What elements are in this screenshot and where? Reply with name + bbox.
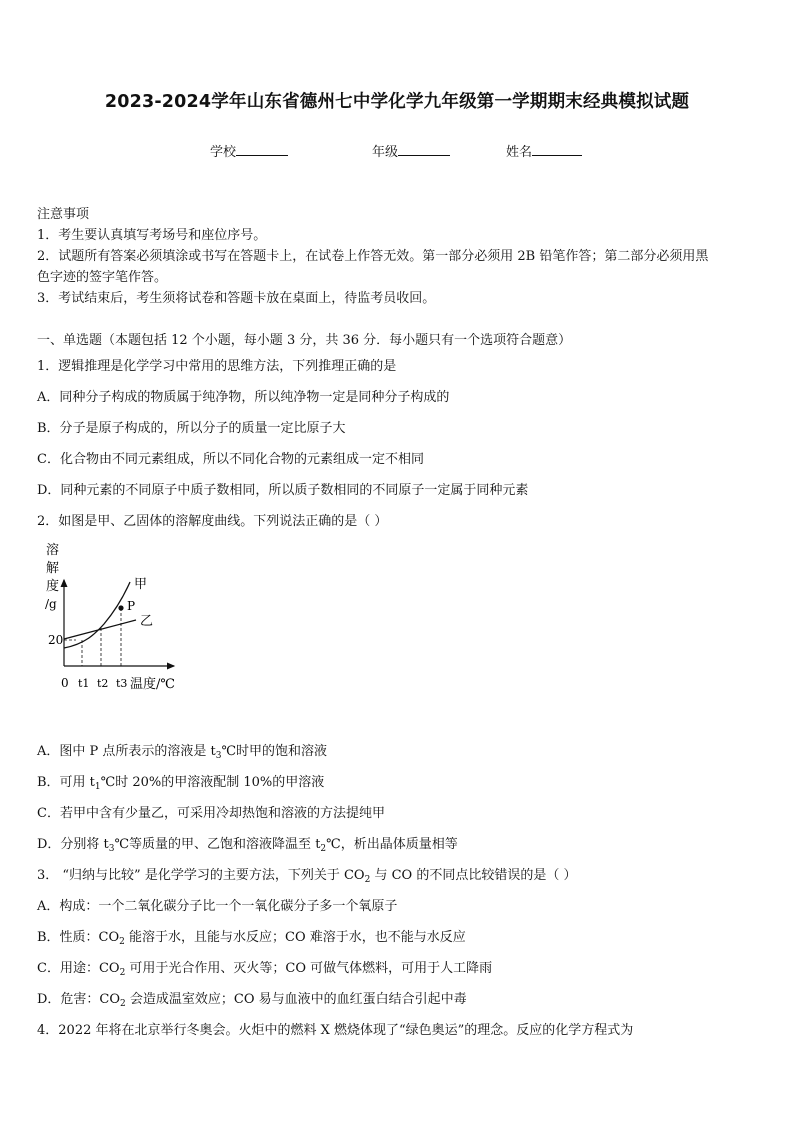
question-3-option-c xyxy=(37,957,492,978)
notice-item: 1．考生要认真填写考场号和座位序号。 xyxy=(37,228,267,243)
option-text: ℃时 20%的甲溶液配制 10%的甲溶液 xyxy=(100,775,325,790)
question-2-stem: 2．如图是甲、乙固体的溶解度曲线。下列说法正确的是（ ） xyxy=(37,514,388,529)
y-tick-label: 20 xyxy=(48,633,64,647)
notice-item: 3．考试结束后，考生须将试卷和答题卡放在桌面上，待监考员收回。 xyxy=(37,291,436,306)
option-text: ℃，析出晶体质量相等 xyxy=(326,837,458,852)
x-origin-label: 0 xyxy=(61,676,69,690)
x-tick-label: t2 xyxy=(97,677,109,690)
y-axis-label-char: 溶 xyxy=(46,543,60,558)
question-2-option-b xyxy=(37,771,324,792)
series-yi-line xyxy=(64,620,136,639)
grade-label: 年级 xyxy=(372,145,399,160)
stem-text: 3． “归纳与比较” 是化学学习的主要方法，下列关于 CO xyxy=(37,868,365,883)
option-text: ℃等质量的甲、乙饱和溶液降温至 t xyxy=(114,837,321,852)
option-text: B．可用 t xyxy=(37,775,95,790)
question-3-option-d xyxy=(37,988,467,1009)
name-field xyxy=(506,141,582,160)
question-1-option-a: A．同种分子构成的物质属于纯净物，所以纯净物一定是同种分子构成的 xyxy=(37,390,450,405)
grade-field xyxy=(372,141,450,160)
section-heading: 一、单选题（本题包括 12 个小题，每小题 3 分，共 36 分．每小题只有一个选项符合题意） xyxy=(37,333,572,348)
question-3-option-b xyxy=(37,926,466,947)
series-jia-curve xyxy=(64,582,130,648)
series-label-yi: 乙 xyxy=(140,614,154,629)
subscript: 3 xyxy=(108,844,115,854)
point-p-marker xyxy=(118,605,123,610)
question-4-stem: 4．2022 年将在北京举行冬奥会。火炬中的燃料 X 燃烧体现了“绿色奥运”的理念。反应的化学方程式为 xyxy=(37,1023,634,1038)
point-p-label: P xyxy=(127,599,136,613)
option-text: 可用于光合作用、灭火等；CO 可做气体燃料，可用于人工降雨 xyxy=(125,961,493,976)
x-tick-label: t1 xyxy=(78,677,90,690)
subscript: 3 xyxy=(215,751,222,761)
subscript: 2 xyxy=(119,968,126,978)
x-tick-label: t3 xyxy=(116,677,128,690)
stem-text: 与 CO 的不同点比较错误的是（ ） xyxy=(370,868,577,883)
subscript: 2 xyxy=(120,999,126,1009)
option-text: 会造成温室效应；CO 易与血液中的血红蛋白结合引起中毒 xyxy=(125,992,467,1007)
option-text: A．图中 P 点所表示的溶液是 t xyxy=(37,744,216,759)
question-3-stem xyxy=(37,864,576,885)
subscript: 1 xyxy=(94,782,101,792)
y-axis-label-char: /g xyxy=(45,597,57,611)
question-2-option-c: C．若甲中含有少量乙，可采用冷却热饱和溶液的方法提纯甲 xyxy=(37,806,385,821)
question-2-option-a xyxy=(37,740,327,761)
school-label: 学校 xyxy=(210,145,237,160)
series-label-jia: 甲 xyxy=(134,577,148,592)
solubility-chart xyxy=(40,538,200,698)
question-2-option-d xyxy=(37,833,458,854)
y-axis-label-char: 度 xyxy=(46,579,60,594)
name-label: 姓名 xyxy=(506,145,533,160)
exam-title: 2023-2024学年山东省德州七中学化学九年级第一学期期末经典模拟试题 xyxy=(104,92,690,112)
subscript: 2 xyxy=(364,875,371,885)
notice-item: 2．试题所有答案必须填涂或书写在答题卡上，在试卷上作答无效。第一部分必须用 2B 铅笔作答；第二部分必须用黑 xyxy=(37,249,709,264)
name-blank xyxy=(532,143,582,156)
option-text: D．危害：CO xyxy=(37,992,121,1007)
question-1-option-c: C．化合物由不同元素组成，所以不同化合物的元素组成一定不相同 xyxy=(37,452,424,467)
option-text: B．性质：CO xyxy=(37,930,120,945)
school-blank xyxy=(236,143,288,156)
grade-blank xyxy=(398,143,450,156)
option-text: D．分别将 t xyxy=(37,837,109,852)
notice-item: 色字迹的签字笔作答。 xyxy=(37,270,168,285)
notice-heading: 注意事项 xyxy=(37,207,90,222)
school-field xyxy=(210,141,288,160)
question-3-option-a: A．构成：一个二氧化碳分子比一个一氧化碳分子多一个氧原子 xyxy=(37,899,398,914)
option-text: 能溶于水，且能与水反应；CO 难溶于水，也不能与水反应 xyxy=(124,930,466,945)
question-1-option-b: B．分子是原子构成的，所以分子的质量一定比原子大 xyxy=(37,421,346,436)
question-1-stem: 1．逻辑推理是化学学习中常用的思维方法，下列推理正确的是 xyxy=(37,359,397,374)
option-text: ℃时甲的饱和溶液 xyxy=(221,744,328,759)
subscript: 2 xyxy=(320,844,327,854)
option-text: C．用途：CO xyxy=(37,961,120,976)
x-axis-label: 温度/℃ xyxy=(130,677,175,692)
y-axis-label-char: 解 xyxy=(46,561,60,576)
subscript: 2 xyxy=(119,937,125,947)
question-1-option-d: D．同种元素的不同原子中质子数相同，所以质子数相同的不同原子一定属于同种元素 xyxy=(37,483,529,498)
